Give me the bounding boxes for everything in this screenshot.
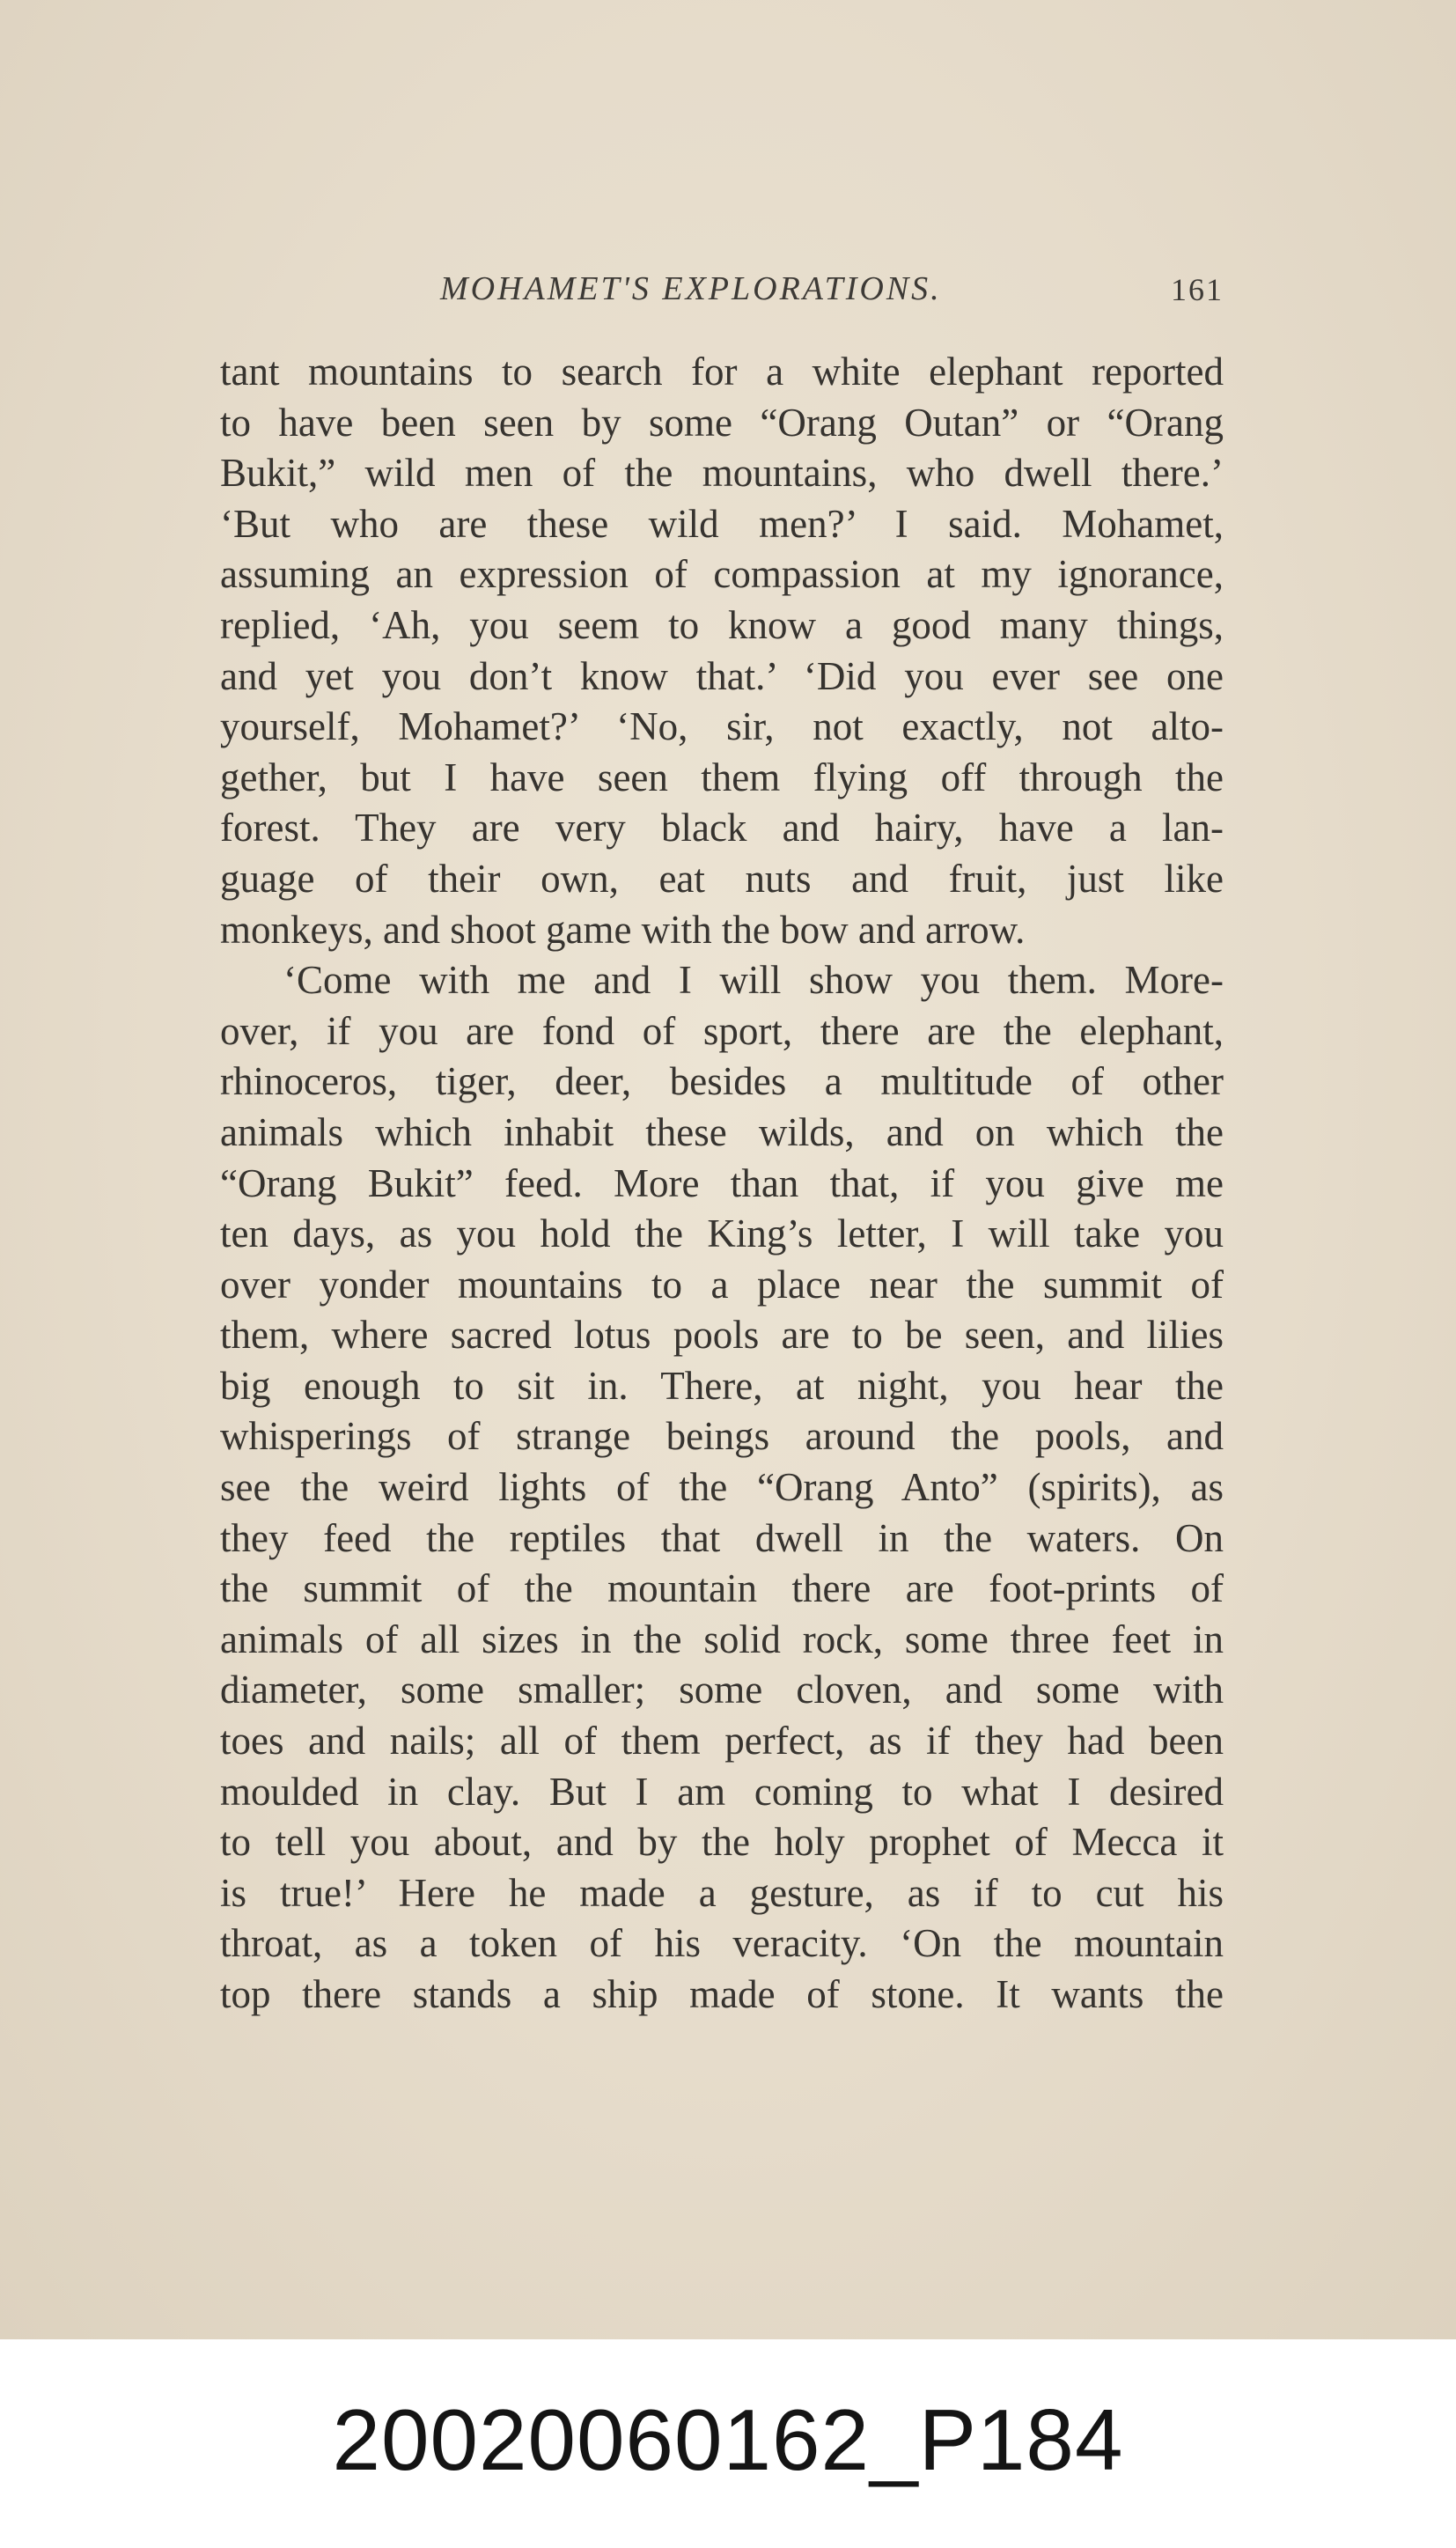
text-line: forest. They are very black and hairy, have a lan-	[220, 806, 1224, 851]
text-line: the summit of the mountain there are foot-prints of	[220, 1566, 1224, 1611]
text-line: is true!’ Here he made a gesture, as if to cut his	[220, 1870, 1224, 1915]
text-line: throat, as a token of his veracity. ‘On the mountain	[220, 1921, 1224, 1966]
text-line: see the weird lights of the “Orang Anto” (spirits), as	[220, 1465, 1224, 1510]
text-line: animals of all sizes in the solid rock, some three feet in	[220, 1616, 1224, 1661]
text-line: assuming an expression of compassion at my ignorance,	[220, 552, 1224, 597]
text-line: they feed the reptiles that dwell in the waters. On	[220, 1515, 1224, 1560]
archive-label-band	[0, 2339, 1456, 2548]
text-line: ten days, as you hold the King’s letter, I will take you	[220, 1211, 1224, 1256]
text-line: and yet you don’t know that.’ ‘Did you ever see one	[220, 653, 1224, 698]
text-line: yourself, Mohamet?’ ‘No, sir, not exactly, not alto-	[220, 704, 1224, 749]
text-line: guage of their own, eat nuts and fruit, just like	[220, 856, 1224, 901]
running-title: MOHAMET'S EXPLORATIONS.	[440, 270, 942, 307]
archive-id-label: 20020060162_P184	[332, 2391, 1124, 2488]
text-line: replied, ‘Ah, you seem to know a good many things,	[220, 602, 1224, 647]
text-line: to have been seen by some “Orang Outan” or “Orang	[220, 400, 1224, 445]
text-line: to tell you about, and by the holy prophet of Mecca it	[220, 1820, 1224, 1865]
text-line: toes and nails; all of them perfect, as if they had been	[220, 1719, 1224, 1764]
text-line: over yonder mountains to a place near the summit of	[220, 1262, 1224, 1307]
text-line: Bukit,” wild men of the mountains, who dwell there.’	[220, 451, 1224, 496]
paragraph-start-line: ‘Come with me and I will show you them. More-	[283, 958, 1224, 1003]
text-line: ‘But who are these wild men?’ I said. Mohamet,	[220, 501, 1224, 546]
text-line: whisperings of strange beings around the pools, and	[220, 1414, 1224, 1459]
text-line: diameter, some smaller; some cloven, and some with	[220, 1668, 1224, 1712]
body-text	[220, 347, 1224, 2021]
text-line: big enough to sit in. There, at night, you hear the	[220, 1363, 1224, 1408]
text-line: rhinoceros, tiger, deer, besides a multitude of other	[220, 1059, 1224, 1104]
page-number: 161	[1171, 272, 1224, 307]
text-line: gether, but I have seen them flying off through the	[220, 755, 1224, 799]
paragraph-end-line: monkeys, and shoot game with the bow and arrow.	[220, 907, 1026, 952]
text-line: animals which inhabit these wilds, and on which the	[220, 1109, 1224, 1154]
text-line: moulded in clay. But I am coming to what I desired	[220, 1769, 1224, 1814]
text-line: top there stands a ship made of stone. It wants the	[220, 1972, 1224, 2016]
text-line: “Orang Bukit” feed. More than that, if you give me	[220, 1160, 1224, 1205]
running-head	[220, 264, 1224, 317]
text-line: over, if you are fond of sport, there are the elephant,	[220, 1008, 1224, 1053]
text-line: them, where sacred lotus pools are to be seen, and lilies	[220, 1313, 1224, 1358]
text-line: tant mountains to search for a white elephant reported	[220, 350, 1224, 394]
